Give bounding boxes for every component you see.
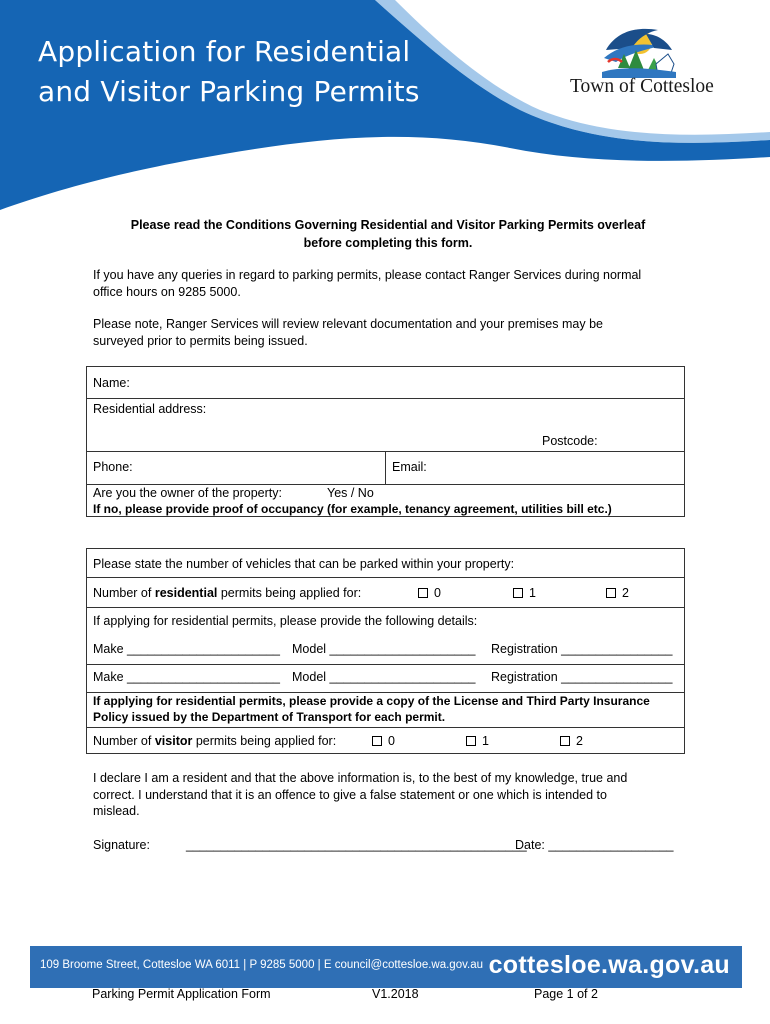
residential-option-2[interactable] [606,585,629,601]
town-logo-icon [598,24,678,80]
footer-contact: 109 Broome Street, Cottesloe WA 6011 | P 9285 5000 | E council@cottesloe.wa.gov.au [40,959,483,971]
email-label: Email: [392,460,427,474]
option-label: 1 [529,586,536,600]
option-label: 2 [576,734,583,748]
form-version: V1.2018 [372,987,419,1001]
make-field-2[interactable]: Make ______________________ [93,670,280,684]
visitor-option-0[interactable] [372,733,395,749]
review-line-2: surveyed prior to permits being issued. [93,334,308,348]
footer-contact-bar [30,946,742,988]
residential-prefix: Number of [93,586,155,600]
declaration-line-2: correct. I understand that it is an offence to give a false statement or one which is intended to [93,787,607,802]
declaration-line-3: mislead. [93,804,140,818]
checkbox[interactable] [513,588,523,598]
option-label: 0 [388,734,395,748]
make-field-1[interactable]: Make ______________________ [93,642,280,656]
option-label: 0 [434,586,441,600]
review-line-1: Please note, Ranger Services will review relevant documentation and your premises may be [93,317,603,331]
phone-label: Phone: [93,460,133,474]
checkbox[interactable] [372,736,382,746]
owner-options: Yes / No [327,486,374,500]
queries-line-2: office hours on 9285 5000. [93,285,241,299]
visitor-prefix: Number of [93,734,155,748]
queries-paragraph [93,267,683,301]
details-prompt: If applying for residential permits, please provide the following details: [93,614,478,628]
name-label: Name: [93,376,130,390]
owner-question: Are you the owner of the property: [93,486,282,500]
residential-permits-label [93,585,361,601]
review-paragraph [93,316,683,350]
registration-field-2[interactable]: Registration ________________ [491,670,673,684]
signature-field[interactable]: _________________________________________________ [186,838,527,852]
queries-line-1: If you have any queries in regard to parking permits, please contact Ranger Services during normal [93,268,642,282]
declaration-paragraph [93,770,683,820]
row-divider [87,577,684,578]
vehicle-count-prompt: Please state the number of vehicles that can be parked within your property: [93,557,515,571]
declaration-line-1: I declare I am a resident and that the above information is, to the best of my knowledge, true and [93,771,628,785]
form-name: Parking Permit Application Form [92,987,271,1001]
residential-option-1[interactable] [513,585,536,601]
conditions-notice-line-2: before completing this form. [303,236,473,250]
license-note-line-1: If applying for residential permits, please provide a copy of the License and Third Party Insurance [93,694,650,708]
visitor-option-1[interactable] [466,733,489,749]
registration-field-1[interactable]: Registration ________________ [491,642,673,656]
page-title-line-1: Application for Residential [38,35,411,68]
option-label: 2 [622,586,629,600]
visitor-option-2[interactable] [560,733,583,749]
visitor-word: visitor [154,734,193,748]
model-field-2[interactable]: Model _____________________ [292,670,476,684]
address-label: Residential address: [93,402,207,416]
visitor-suffix: permits being applied for: [192,734,337,748]
page-title-line-2: and Visitor Parking Permits [38,75,420,108]
column-divider [385,451,386,484]
checkbox[interactable] [560,736,570,746]
row-divider [87,607,684,608]
conditions-notice [93,216,683,252]
signature-label: Signature: [93,838,150,852]
date-field[interactable]: Date: __________________ [515,838,674,852]
option-label: 1 [482,734,489,748]
residential-suffix: permits being applied for: [217,586,362,600]
residential-word: residential [154,586,218,600]
checkbox[interactable] [466,736,476,746]
proof-note: If no, please provide proof of occupancy (for example, tenancy agreement, utilities bill etc.) [93,502,612,516]
checkbox[interactable] [606,588,616,598]
logo-text: Town of Cottesloe [570,76,714,97]
license-note-line-2: Policy issued by the Department of Transport for each permit. [93,710,446,724]
model-field-1[interactable]: Model _____________________ [292,642,476,656]
postcode-label: Postcode: [542,434,598,448]
conditions-notice-line-1: Please read the Conditions Governing Residential and Visitor Parking Permits overleaf [130,218,646,232]
footer-website: cottesloe.wa.gov.au [488,951,730,979]
visitor-permits-label [93,733,336,749]
row-divider [87,727,684,728]
residential-option-0[interactable] [418,585,441,601]
page-number: Page 1 of 2 [534,987,598,1001]
checkbox[interactable] [418,588,428,598]
row-divider [87,398,684,399]
applicant-details-table [86,366,685,517]
vehicle-permits-table [86,548,685,754]
row-divider [87,664,684,665]
